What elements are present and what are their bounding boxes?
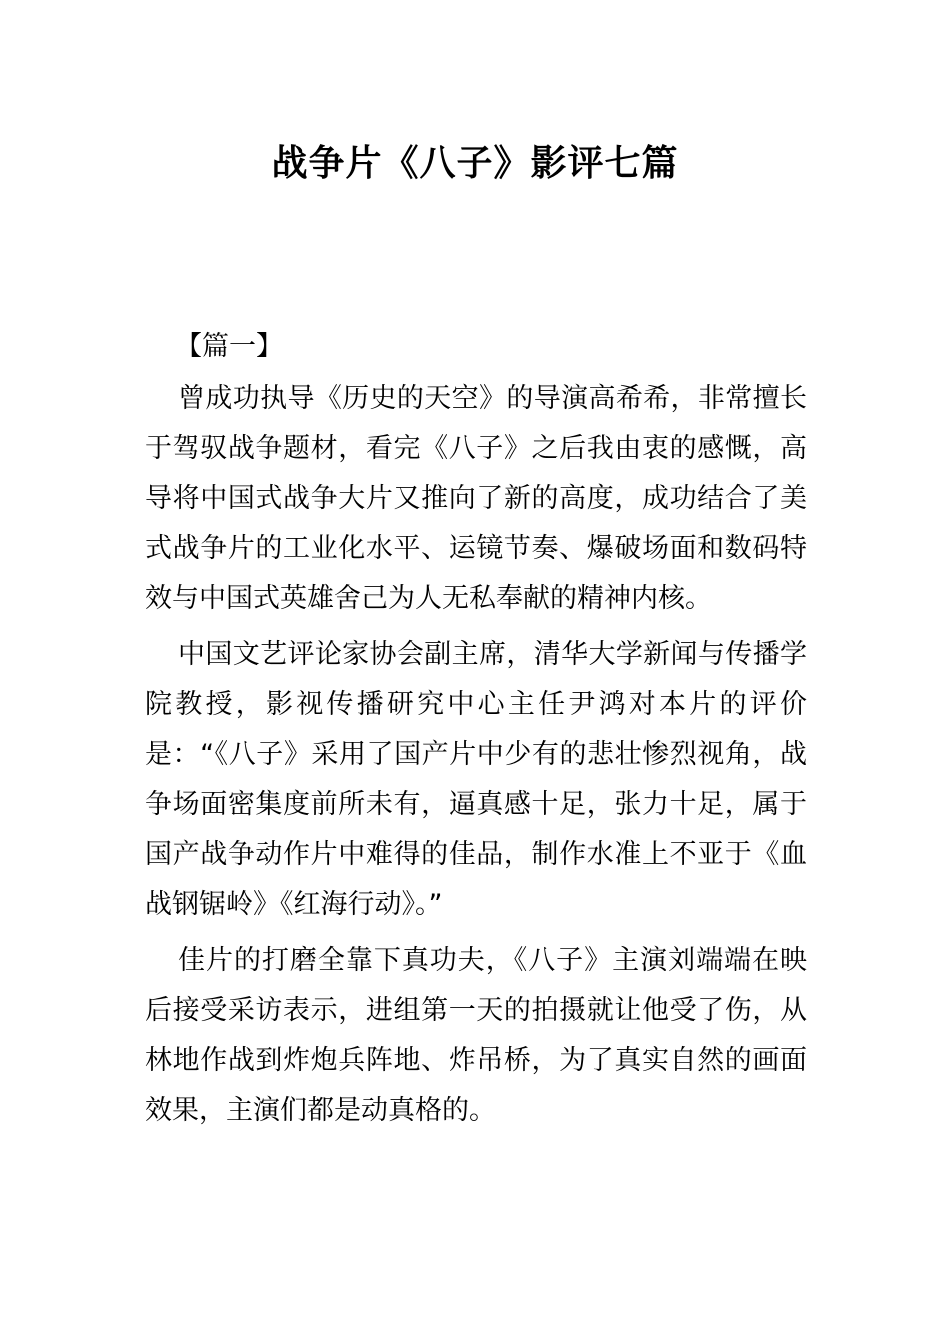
paragraph-2: 中国文艺评论家协会副主席，清华大学新闻与传播学院教授，影视传播研究中心主任尹鸿对本片的评价是：“《八子》采用了国产片中少有的悲壮惨烈视角，战争场面密集度前所未有，逼真感十足，张力十足，属于国产战争动作片中难得的佳品，制作水准上不亚于《血战钢锯岭》《红海行动》。” [145, 639, 807, 920]
document-body [145, 322, 807, 1142]
paragraph-1: 曾成功执导《历史的天空》的导演高希希，非常擅长于驾驭战争题材，看完《八子》之后我由衷的感慨，高导将中国式战争大片又推向了新的高度，成功结合了美式战争片的工业化水平、运镜节奏、爆破场面和数码特效与中国式英雄舍己为人无私奉献的精神内核。 [145, 383, 807, 614]
paragraph-3: 佳片的打磨全靠下真功夫，《八子》主演刘端端在映后接受采访表示，进组第一天的拍摄就让他受了伤，从林地作战到炸炮兵阵地、炸吊桥，为了真实自然的画面效果，主演们都是动真格的。 [145, 945, 807, 1126]
document-title: 战争片《八子》影评七篇 [271, 143, 679, 184]
section-heading: 【篇一】 [175, 331, 283, 362]
